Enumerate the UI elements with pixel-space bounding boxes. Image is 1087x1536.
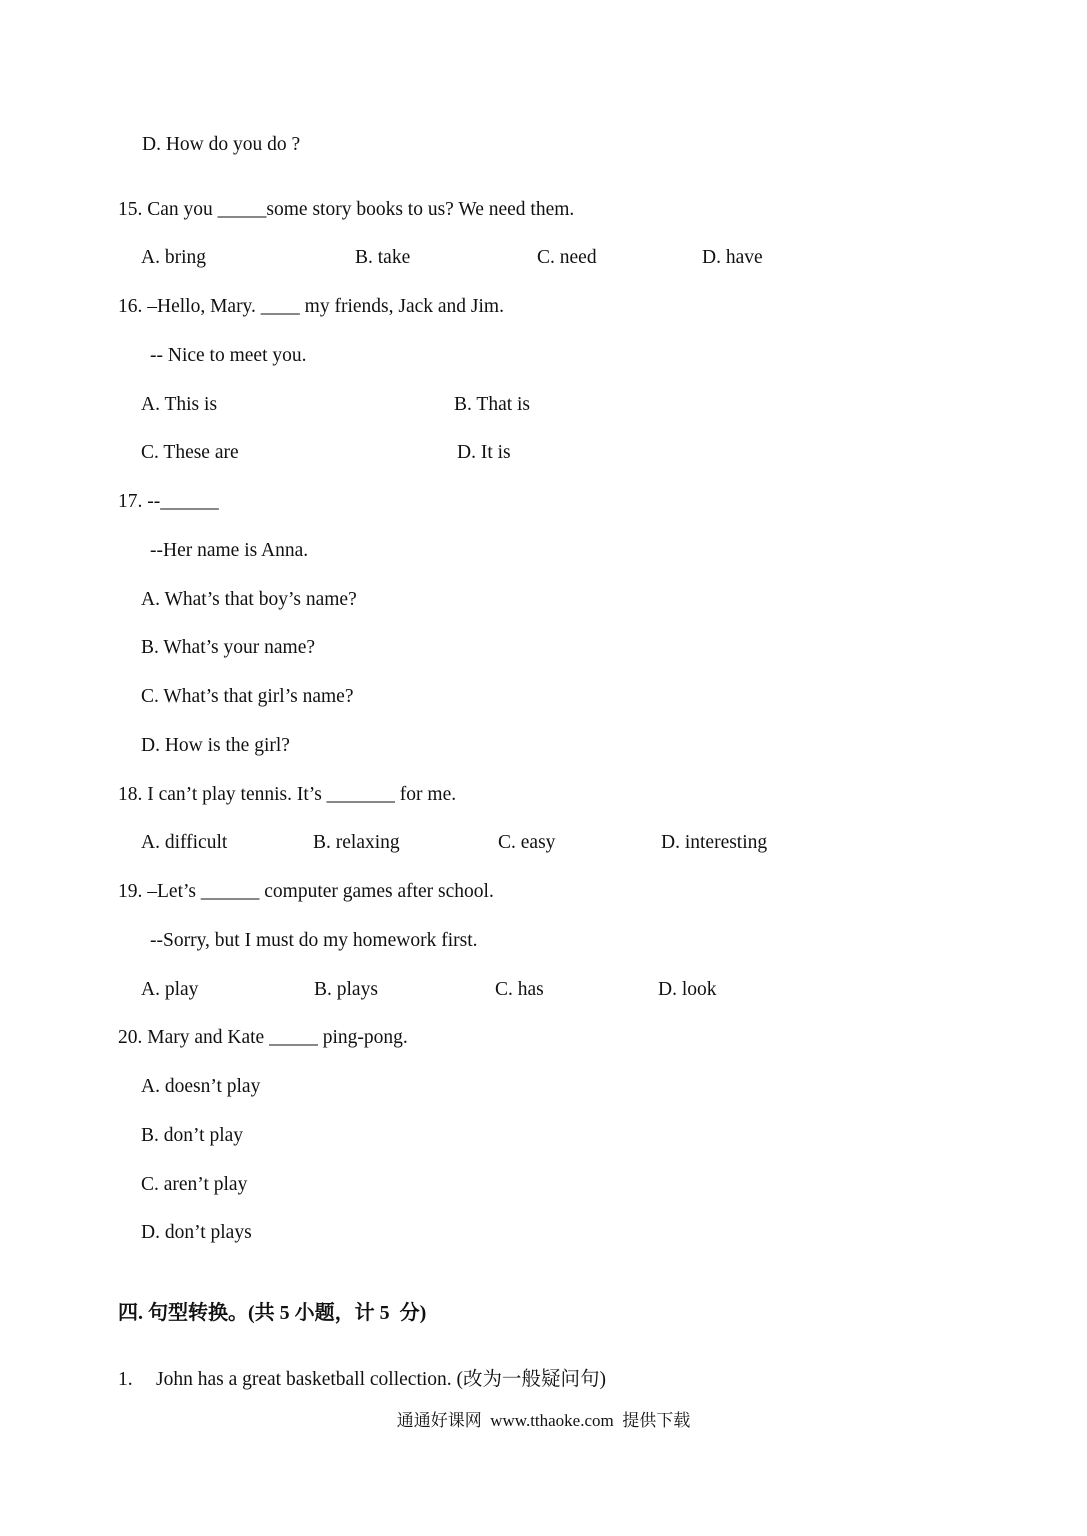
q17-option-c: C. What’s that girl’s name? (141, 686, 354, 707)
q15-option-c: C. need (537, 247, 597, 268)
q19-option-a: A. play (141, 979, 199, 1000)
q20-option-b: B. don’t play (141, 1125, 244, 1146)
q17-option-b: B. What’s your name? (141, 637, 316, 658)
q16-option-c: C. These are (141, 442, 239, 463)
question-19: 19. –Let’s ______ computer games after school. (118, 881, 494, 902)
q19-option-c: C. has (495, 979, 544, 1000)
section-4-heading: 四. 句型转换。(共 5 小题，计 5 分) (118, 1302, 427, 1324)
q20-option-d: D. don’t plays (141, 1222, 252, 1243)
question-20: 20. Mary and Kate _____ ping-pong. (118, 1027, 408, 1048)
q19-reply: --Sorry, but I must do my homework first. (150, 930, 478, 951)
q18-option-a: A. difficult (141, 832, 228, 853)
q18-option-d: D. interesting (661, 832, 768, 853)
section-4-q1-text: John has a great basketball collection. (改为一般疑问句) (156, 1369, 607, 1390)
q16-option-a: A. This is (141, 394, 218, 415)
q15-option-b: B. take (355, 247, 411, 268)
q20-option-c: C. aren’t play (141, 1174, 248, 1195)
section-4-q1-number: 1. (118, 1369, 133, 1390)
question-16: 16. –Hello, Mary. ____ my friends, Jack and Jim. (118, 296, 504, 317)
q15-option-a: A. bring (141, 247, 206, 268)
question-18: 18. I can’t play tennis. It’s _______ for me. (118, 784, 457, 805)
q14-option-d: D. How do you do ? (142, 134, 301, 155)
question-15: 15. Can you _____some story books to us? We need them. (118, 199, 575, 220)
question-17: 17. --______ (118, 491, 219, 512)
q17-reply: --Her name is Anna. (150, 540, 309, 561)
q15-option-d: D. have (702, 247, 763, 268)
page-footer: 通通好课网 www.tthaoke.com 提供下载 (396, 1411, 691, 1430)
q19-option-b: B. plays (314, 979, 378, 1000)
q19-option-d: D. look (658, 979, 717, 1000)
q16-option-d: D. It is (457, 442, 511, 463)
q16-option-b: B. That is (454, 394, 531, 415)
q20-option-a: A. doesn’t play (141, 1076, 261, 1097)
q17-option-a: A. What’s that boy’s name? (141, 589, 357, 610)
q18-option-c: C. easy (498, 832, 556, 853)
q18-option-b: B. relaxing (313, 832, 400, 853)
q16-reply: -- Nice to meet you. (150, 345, 307, 366)
q17-option-d: D. How is the girl? (141, 735, 290, 756)
